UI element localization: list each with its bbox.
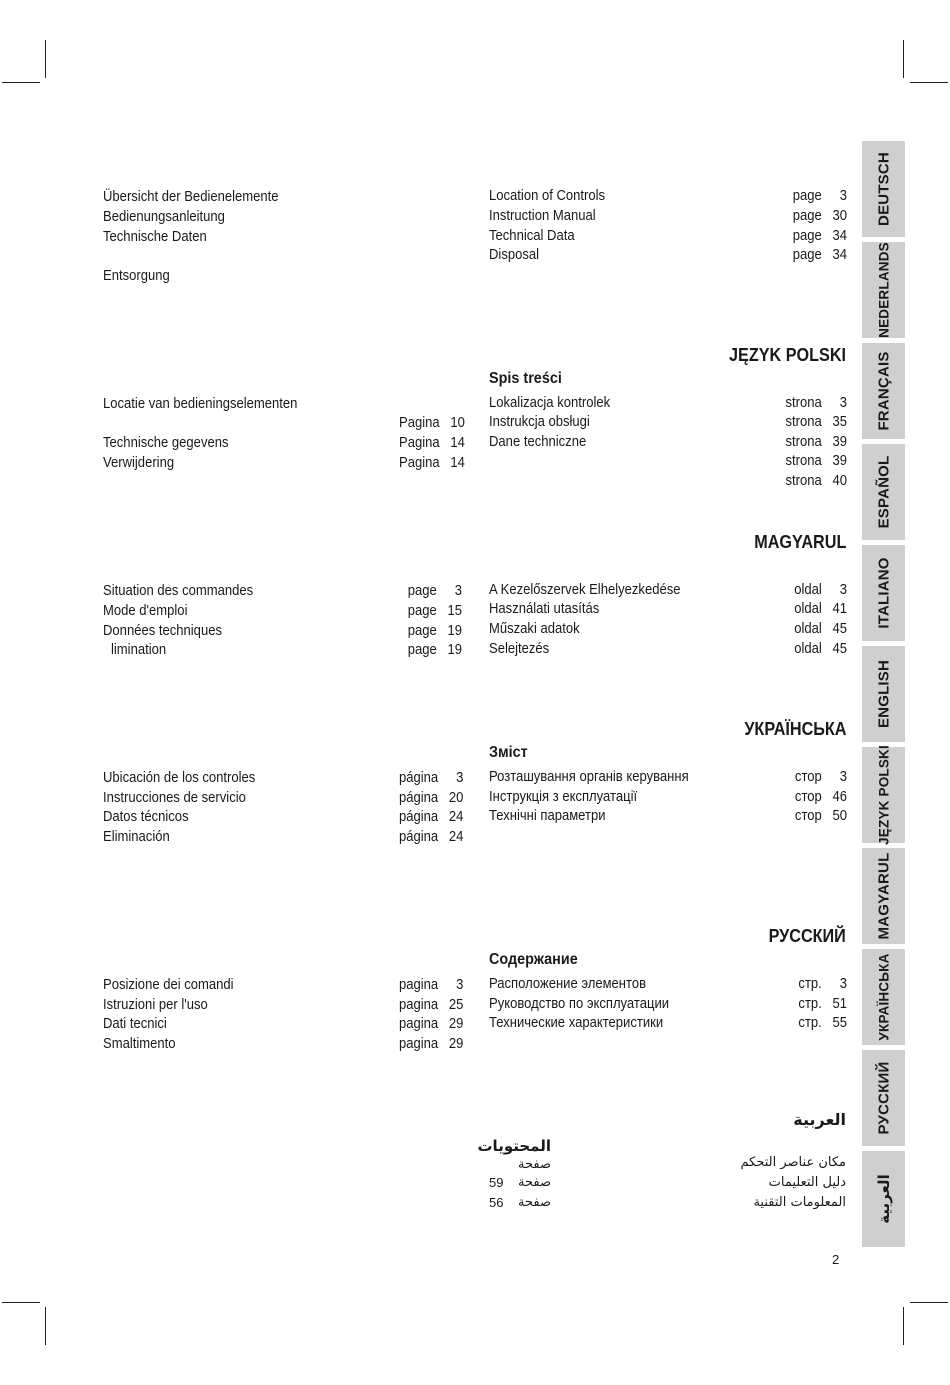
page-ref <box>784 640 847 660</box>
page-ref <box>399 641 462 661</box>
toc-entry[interactable]: Lokalizacja kontrolek <box>489 395 611 411</box>
tab-label: ITALIANO <box>875 557 892 629</box>
toc-entry[interactable]: Eliminación <box>103 829 170 845</box>
page-ref <box>784 600 847 620</box>
page-ref <box>399 996 462 1016</box>
page-word: pagina <box>399 977 439 993</box>
tab-deutsch[interactable] <box>862 141 905 237</box>
toc-entry[interactable]: Entsorgung <box>103 268 170 284</box>
toc-entry[interactable]: Location of Controls <box>489 188 606 204</box>
page-number: 50 <box>832 808 847 824</box>
page-ref <box>399 434 465 454</box>
page-number: 56 <box>489 1195 504 1210</box>
tab-label: FRANÇAIS <box>875 351 892 431</box>
page-number: 15 <box>447 603 462 619</box>
tab-francais[interactable] <box>862 343 905 439</box>
tab-label: ESPAÑOL <box>875 455 892 529</box>
page-number: 34 <box>832 228 847 244</box>
page-ref <box>399 602 462 622</box>
page-word: стор <box>794 808 822 824</box>
page-word: page <box>792 228 822 244</box>
page-word: page <box>792 247 822 263</box>
toc-entry[interactable]: Dane techniczne <box>489 434 587 450</box>
page-ref <box>784 227 847 247</box>
page-word: page <box>407 642 437 658</box>
section-heading: JĘZYK POLSKI <box>728 345 846 365</box>
toc-entry[interactable]: Technische gegevens <box>103 435 229 451</box>
section-heading: УКРАЇНСЬКА <box>743 719 846 739</box>
page-ref <box>399 1015 462 1035</box>
page-word: стор <box>794 789 822 805</box>
page-word: oldal <box>794 641 822 657</box>
page-ref <box>399 454 465 474</box>
page-ref <box>784 788 847 808</box>
tab-polski[interactable] <box>862 747 905 843</box>
page-word: strona <box>785 434 822 450</box>
page-word: page <box>792 208 822 224</box>
page-ref <box>399 828 462 848</box>
page-number: 45 <box>832 621 847 637</box>
toc-entry[interactable]: Технические характеристики <box>489 1015 664 1031</box>
tab-italiano[interactable] <box>862 545 905 641</box>
crop-mark <box>45 40 46 78</box>
page-number: 35 <box>832 414 847 430</box>
page-word: strona <box>785 414 822 430</box>
toc-entry[interactable]: Расположение элементов <box>489 976 647 992</box>
page-number: 24 <box>448 809 464 825</box>
page-word: صفحة <box>518 1195 551 1210</box>
toc-entry[interactable]: Розташування органів керування <box>489 769 689 785</box>
toc-entry[interactable]: limination <box>111 642 167 658</box>
toc-entry[interactable]: Smaltimento <box>103 1036 176 1052</box>
toc-entry[interactable]: Selejtezés <box>489 641 550 657</box>
page-number: 3 <box>839 976 847 992</box>
tab-label: JĘZYK POLSKI <box>876 745 891 845</box>
page-ref <box>784 207 847 227</box>
tab-espanol[interactable] <box>862 444 905 540</box>
page-number: 3 <box>839 188 847 204</box>
section-subheading: Spis treści <box>489 370 562 387</box>
page-word: strona <box>785 395 822 411</box>
page-number: 10 <box>450 415 465 431</box>
page-ref <box>399 622 462 642</box>
page-word: стр. <box>798 1015 822 1031</box>
page-ref <box>399 582 462 602</box>
tab-arabic[interactable] <box>862 1151 905 1247</box>
toc-entry[interactable]: Datos técnicos <box>103 809 189 825</box>
toc-entry[interactable]: Technische Daten <box>103 229 207 245</box>
page-ref <box>399 808 462 828</box>
toc-entry[interactable]: مكان عناصر التحكم <box>740 1155 846 1170</box>
page-number: 39 <box>832 434 847 450</box>
page-ref <box>399 976 462 996</box>
page-word: pagina <box>399 997 439 1013</box>
crop-mark <box>910 82 948 83</box>
page-ref <box>784 413 847 433</box>
page-word: oldal <box>794 582 822 598</box>
toc-entry[interactable]: Situation des commandes <box>103 583 254 599</box>
page-word: página <box>399 829 439 845</box>
page-word: Pagina <box>399 415 440 431</box>
page-word: صفحة <box>518 1175 551 1190</box>
toc-entry[interactable]: Bedienungsanleitung <box>103 209 225 225</box>
toc-entry[interactable]: Posizione dei comandi <box>103 977 234 993</box>
tab-label: УКРАЇНСЬКА <box>876 953 891 1041</box>
toc-entry[interactable]: Інструкція з експлуатації <box>489 789 638 805</box>
page-word: pagina <box>399 1036 439 1052</box>
page-number: 59 <box>489 1175 504 1190</box>
page-word: стр. <box>798 976 822 992</box>
page-ref <box>784 472 847 492</box>
page-number: 14 <box>450 435 465 451</box>
page-ref <box>784 394 847 414</box>
section-heading: РУССКИЙ <box>768 926 846 946</box>
page-ref <box>399 769 462 789</box>
toc-entry[interactable]: Instrucciones de servicio <box>103 790 246 806</box>
toc-entry[interactable]: Руководство по эксплуатации <box>489 996 670 1012</box>
toc-entry[interactable]: Données techniques <box>103 623 222 639</box>
crop-mark <box>910 1302 948 1303</box>
language-tabs <box>862 141 905 1252</box>
page-ref <box>784 433 847 453</box>
toc-entry[interactable]: A Kezelőszervek Elhelyezkedése <box>489 582 681 598</box>
page-word: oldal <box>794 621 822 637</box>
toc-entry[interactable]: دليل التعليمات <box>768 1175 846 1190</box>
page-number: 3 <box>839 769 847 785</box>
section-subheading: Содержание <box>489 951 578 968</box>
page-number: 19 <box>447 642 462 658</box>
page-word: página <box>399 770 439 786</box>
toc-entry[interactable]: المعلومات التقنية <box>753 1195 846 1210</box>
toc-entry[interactable]: Locatie van bedieningselementen <box>103 396 298 412</box>
toc-entry[interactable]: Disposal <box>489 247 540 263</box>
toc-entry[interactable]: Műszaki adatok <box>489 621 580 637</box>
tab-magyarul[interactable] <box>862 848 905 944</box>
page-number: 46 <box>832 789 847 805</box>
page-word: стор <box>794 769 822 785</box>
page-ref <box>784 768 847 788</box>
page-number: 51 <box>832 996 847 1012</box>
section-heading: العربية <box>793 1110 846 1129</box>
page-ref <box>784 1014 847 1034</box>
page-word: página <box>399 790 439 806</box>
page-number: 2 <box>832 1252 840 1267</box>
page-number: 34 <box>832 247 847 263</box>
page-ref <box>784 187 847 207</box>
page-number: 3 <box>454 583 462 599</box>
page-number: 41 <box>832 601 847 617</box>
page-number: 24 <box>448 829 464 845</box>
toc-entry[interactable]: Instruction Manual <box>489 208 596 224</box>
toc-entry[interactable]: Ubicación de los controles <box>103 770 256 786</box>
page-number: 40 <box>832 473 847 489</box>
tab-ukrainska[interactable] <box>862 949 905 1045</box>
tab-russkiy[interactable] <box>862 1050 905 1146</box>
page-word: strona <box>785 453 822 469</box>
page-ref <box>784 581 847 601</box>
page-ref <box>784 246 847 266</box>
page-ref <box>784 975 847 995</box>
crop-mark <box>2 82 40 83</box>
toc-entry[interactable]: Technical Data <box>489 228 575 244</box>
page-word: page <box>792 188 822 204</box>
page-number: 29 <box>448 1036 464 1052</box>
page-ref <box>784 620 847 640</box>
tab-label: MAGYARUL <box>875 852 892 940</box>
page-word: pagina <box>399 1016 439 1032</box>
page-number: 39 <box>832 453 847 469</box>
tab-label: NEDERLANDS <box>876 242 891 338</box>
page-word: Pagina <box>399 455 440 471</box>
page-number: 3 <box>456 770 464 786</box>
page-number: 3 <box>456 977 464 993</box>
page-word: strona <box>785 473 822 489</box>
toc-entry[interactable]: Verwijdering <box>103 455 175 471</box>
tab-label: РУССКИЙ <box>875 1061 892 1135</box>
crop-mark <box>2 1302 40 1303</box>
tab-label: ENGLISH <box>875 659 892 729</box>
crop-mark <box>903 40 904 78</box>
page-word: page <box>407 583 437 599</box>
toc-entry[interactable]: Instrukcja obsługi <box>489 414 590 430</box>
page-number: 20 <box>448 790 464 806</box>
crop-mark <box>45 1307 46 1345</box>
toc-entry[interactable]: Használati utasítás <box>489 601 600 617</box>
toc-entry[interactable]: Технічні параметри <box>489 808 606 824</box>
page-word: page <box>407 603 437 619</box>
section-subheading: المحتويات <box>477 1137 551 1155</box>
page-number: 25 <box>448 997 464 1013</box>
page-ref <box>784 452 847 472</box>
toc-entry[interactable]: Mode d'emploi <box>103 603 188 619</box>
tab-english[interactable] <box>862 646 905 742</box>
page-ref <box>784 807 847 827</box>
tab-label: DEUTSCH <box>875 152 892 226</box>
page-ref <box>784 995 847 1015</box>
crop-mark <box>903 1307 904 1345</box>
toc-entry[interactable]: Dati tecnici <box>103 1016 167 1032</box>
page-word: Pagina <box>399 435 440 451</box>
page-number: 3 <box>839 582 847 598</box>
toc-entry[interactable]: Istruzioni per l'uso <box>103 997 208 1013</box>
tab-nederlands[interactable] <box>862 242 905 338</box>
section-subheading: Зміст <box>489 744 528 761</box>
page-number: 3 <box>839 395 847 411</box>
page-word: صفحة <box>518 1157 551 1172</box>
page-number: 55 <box>832 1015 847 1031</box>
page-word: oldal <box>794 601 822 617</box>
page-word: стр. <box>798 996 822 1012</box>
page-number: 30 <box>832 208 847 224</box>
tab-label: العربية <box>875 1174 893 1224</box>
page-word: page <box>407 623 437 639</box>
toc-entry[interactable]: Übersicht der Bedienelemente <box>103 189 279 205</box>
page-ref <box>399 414 465 434</box>
page-ref <box>399 1035 462 1055</box>
page-number: 14 <box>450 455 465 471</box>
page-ref <box>399 789 462 809</box>
page-number: 29 <box>448 1016 464 1032</box>
page-word: página <box>399 809 439 825</box>
section-heading: MAGYARUL <box>753 532 846 552</box>
page-number: 19 <box>447 623 462 639</box>
page-number: 45 <box>832 641 847 657</box>
